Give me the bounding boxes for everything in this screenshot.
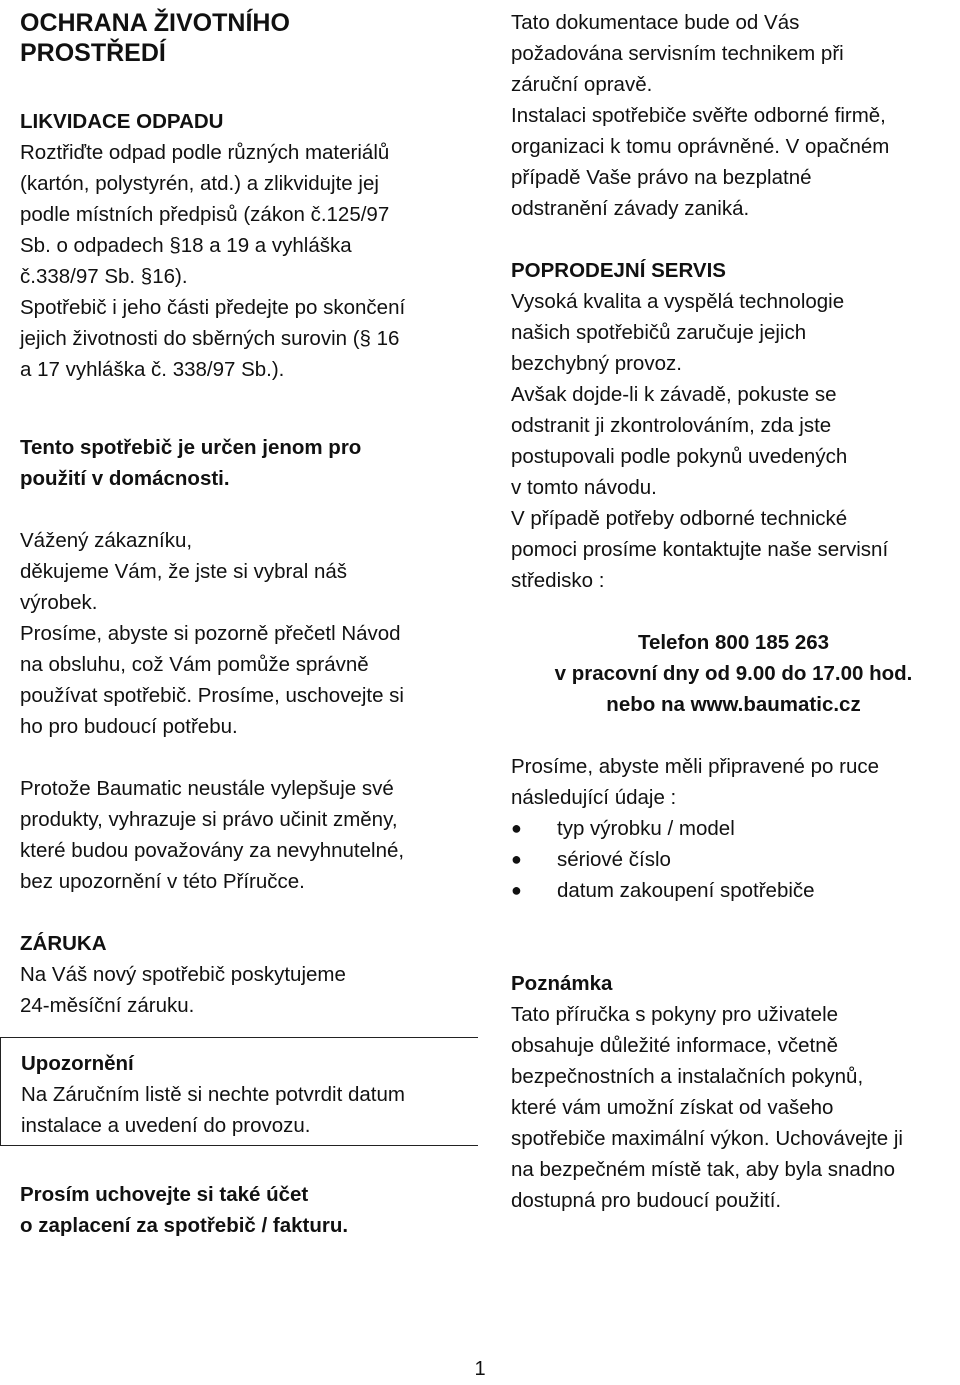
page-number: 1 <box>474 1358 486 1380</box>
list-item-text: sériové číslo <box>557 848 671 871</box>
text-line: případě Vaše právo na bezplatné <box>511 166 812 189</box>
text-line: v tomto návodu. <box>511 476 657 499</box>
text-line: a 17 vyhláška č. 338/97 Sb.). <box>20 358 285 381</box>
list-item-text: datum zakoupení spotřebiče <box>557 879 815 902</box>
text-line: odstranit ji zkontrolováním, zda jste <box>511 414 832 437</box>
customer-greeting <box>20 525 470 742</box>
text-line: záruční opravě. <box>511 73 653 96</box>
waste-heading: LIKVIDACE ODPADU <box>20 110 224 133</box>
text-line: Prosíme, abyste si pozorně přečetl Návod <box>20 622 401 645</box>
text-line: Avšak dojde-li k závadě, pokuste se <box>511 383 837 406</box>
text-line: bezpečnostních a instalačních pokynů, <box>511 1065 864 1088</box>
list-item <box>511 875 956 906</box>
text-line: Vážený zákazníku, <box>20 529 193 552</box>
service-heading: POPRODEJNÍ SERVIS <box>511 259 726 282</box>
prepare-info <box>511 751 956 906</box>
list-item <box>511 813 956 844</box>
documentation-note <box>511 7 956 224</box>
right-column <box>511 7 956 1216</box>
text-line: které vám umožní získat od vašeho <box>511 1096 834 1119</box>
text-line: Tato dokumentace bude od Vás <box>511 11 800 34</box>
text-line: odstranění závady zaniká. <box>511 197 750 220</box>
text-line: produkty, vyhrazuje si právo učinit změny, <box>20 808 398 831</box>
text-line: ho pro budoucí potřebu. <box>20 715 238 738</box>
text-line: o zaplacení za spotřebič / fakturu. <box>20 1214 349 1237</box>
text-line: na bezpečném místě tak, aby byla snadno <box>511 1158 896 1181</box>
receipt-note <box>20 1179 470 1241</box>
text-line: spotřebiče maximální výkon. Uchovávejte ji <box>511 1127 903 1150</box>
warranty-heading: ZÁRUKA <box>20 932 107 955</box>
warranty-section <box>20 928 470 1021</box>
text-line: na obsluhu, což Vám pomůže správně <box>20 653 369 676</box>
text-line: postupovali podle pokynů uvedených <box>511 445 848 468</box>
left-column <box>20 8 470 1241</box>
text-line: Sb. o odpadech §18 a 19 a vyhláška <box>20 234 352 257</box>
text-line: děkujeme Vám, že jste si vybral náš <box>20 560 347 583</box>
text-line: Tato příručka s pokyny pro uživatele <box>511 1003 839 1026</box>
website-line: nebo na www.baumatic.cz <box>606 693 861 716</box>
list-item <box>511 844 956 875</box>
notice-heading: Upozornění <box>21 1052 134 1075</box>
note-section <box>511 968 956 1216</box>
text-line: V případě potřeby odborné technické <box>511 507 848 530</box>
text-line: Prosím uchovejte si také účet <box>20 1183 309 1206</box>
text-line: Tento spotřebič je určen jenom pro <box>20 436 362 459</box>
bullet-icon: ● <box>511 849 522 869</box>
household-note <box>20 432 470 494</box>
bullet-icon: ● <box>511 880 522 900</box>
text-line: Vysoká kvalita a vyspělá technologie <box>511 290 845 313</box>
title-line: PROSTŘEDÍ <box>20 39 166 67</box>
note-heading: Poznámka <box>511 972 613 995</box>
text-line: pomoci prosíme kontaktujte naše servisní <box>511 538 889 561</box>
waste-section <box>20 106 470 385</box>
service-section <box>511 255 956 596</box>
text-line: bezchybný provoz. <box>511 352 682 375</box>
text-line: instalace a uvedení do provozu. <box>21 1114 311 1137</box>
text-line: používat spotřebič. Prosíme, uschovejte si <box>20 684 404 707</box>
text-line: následující údaje : <box>511 786 677 809</box>
text-line: Instalaci spotřebiče svěřte odborné firmě, <box>511 104 886 127</box>
text-line: Spotřebič i jeho části předejte po skončení <box>20 296 406 319</box>
text-line: (kartón, polystyrén, atd.) a zlikvidujte jej <box>20 172 379 195</box>
text-line: podle místních předpisů (zákon č.125/97 <box>20 203 390 226</box>
text-line: středisko : <box>511 569 605 592</box>
text-line: požadována servisním technikem při <box>511 42 844 65</box>
text-line: bez upozornění v této Příručce. <box>20 870 305 893</box>
hours-line: v pracovní dny od 9.00 do 17.00 hod. <box>554 662 913 685</box>
text-line: které budou považovány za nevyhnutelné, <box>20 839 405 862</box>
text-line: jejich životnosti do sběrných surovin (§ 16 <box>20 327 400 350</box>
text-line: Na Váš nový spotřebič poskytujeme <box>20 963 346 986</box>
text-line: použití v domácnosti. <box>20 467 230 490</box>
text-line: č.338/97 Sb. §16). <box>20 265 188 288</box>
contact-info <box>511 627 956 720</box>
text-line: organizaci k tomu oprávněné. V opačném <box>511 135 890 158</box>
text-line: 24-měsíční záruku. <box>20 994 195 1017</box>
list-item-text: typ výrobku / model <box>557 817 735 840</box>
phone-line: Telefon 800 185 263 <box>637 631 830 654</box>
text-line: výrobek. <box>20 591 98 614</box>
text-line: Na Záručním listě si nechte potvrdit datum <box>21 1083 405 1106</box>
bullet-icon: ● <box>511 818 522 838</box>
title-line: OCHRANA ŽIVOTNÍHO <box>20 9 290 37</box>
improvement-note <box>20 773 470 897</box>
required-info-list <box>511 813 956 906</box>
page-title <box>20 8 470 68</box>
notice-box <box>0 1037 478 1146</box>
text-line: obsahuje důležité informace, včetně <box>511 1034 839 1057</box>
text-line: Prosíme, abyste měli připravené po ruce <box>511 755 880 778</box>
text-line: dostupná pro budoucí použití. <box>511 1189 782 1212</box>
text-line: Protože Baumatic neustále vylepšuje své <box>20 777 394 800</box>
text-line: Roztřiďte odpad podle různých materiálů <box>20 141 390 164</box>
text-line: našich spotřebičů zaručuje jejich <box>511 321 807 344</box>
